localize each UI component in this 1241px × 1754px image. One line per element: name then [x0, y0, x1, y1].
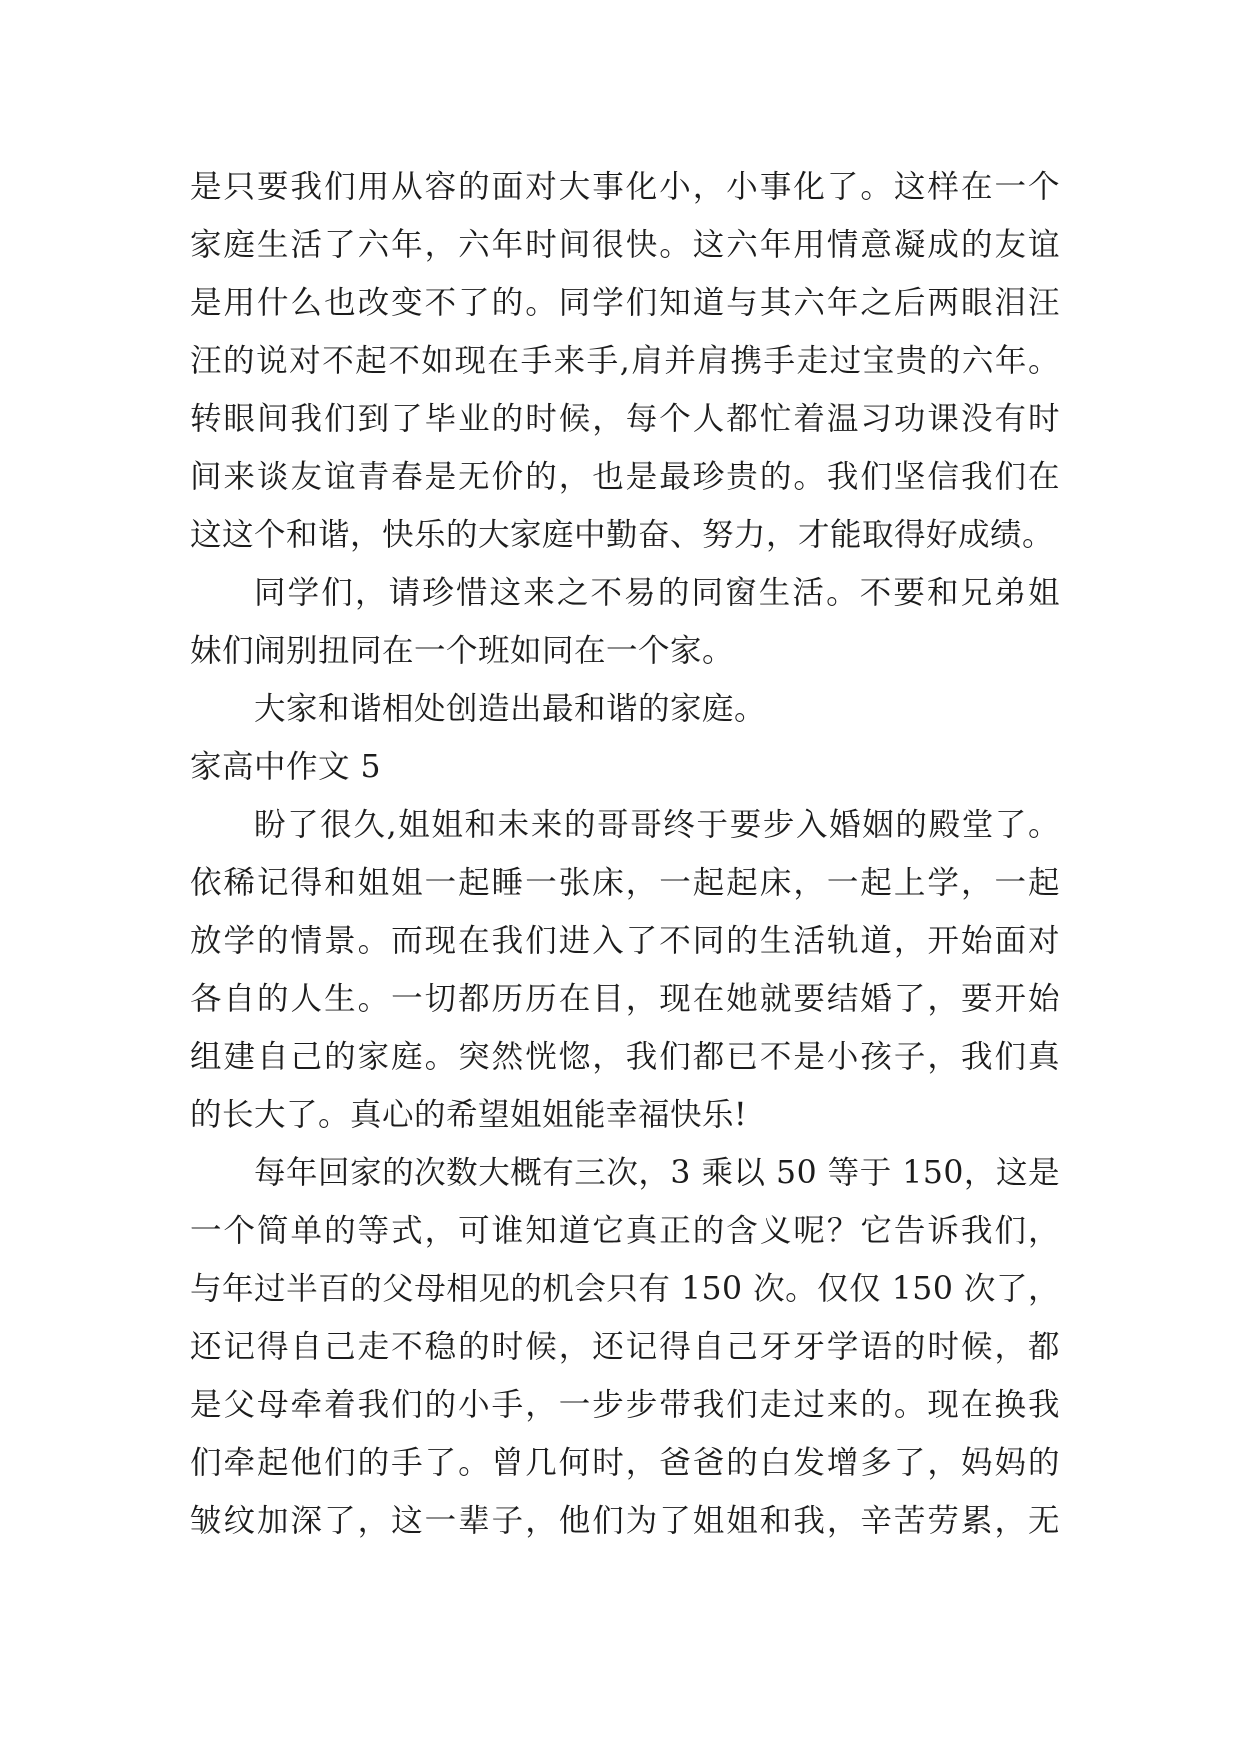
text-line: 每年回家的次数大概有三次，3 乘以 50 等于 150，这是 [254, 1155, 1060, 1191]
text-line: 是用什么也改变不了的。同学们知道与其六年之后两眼泪汪 [190, 285, 1060, 321]
text-line: 还记得自己走不稳的时候，还记得自己牙牙学语的时候，都 [190, 1329, 1060, 1365]
text-line: 转眼间我们到了毕业的时候，每个人都忙着温习功课没有时 [190, 401, 1060, 437]
text-line: 是父母牵着我们的小手，一步步带我们走过来的。现在换我 [190, 1387, 1060, 1423]
text-line: 家庭生活了六年，六年时间很快。这六年用情意凝成的友谊 [190, 227, 1060, 263]
text-line: 这这个和谐，快乐的大家庭中勤奋、努力，才能取得好成绩。 [190, 517, 1055, 553]
text-line: 放学的情景。而现在我们进入了不同的生活轨道，开始面对 [190, 923, 1060, 959]
text-line: 们牵起他们的手了。曾几何时，爸爸的白发增多了，妈妈的 [190, 1445, 1060, 1481]
text-line: 汪的说对不起不如现在手来手,肩并肩携手走过宝贵的六年。 [190, 343, 1060, 379]
text-line: 的长大了。真心的希望姐姐能幸福快乐! [190, 1097, 748, 1133]
text-line: 妹们闹别扭同在一个班如同在一个家。 [190, 633, 735, 669]
text-line: 与年过半百的父母相见的机会只有 150 次。仅仅 150 次了， [190, 1271, 1060, 1307]
text-line: 同学们，请珍惜这来之不易的同窗生活。不要和兄弟姐 [254, 575, 1060, 611]
text-line: 是只要我们用从容的面对大事化小，小事化了。这样在一个 [190, 169, 1060, 205]
text-line: 组建自己的家庭。突然恍惚，我们都已不是小孩子，我们真 [190, 1039, 1060, 1075]
text-line: 间来谈友谊青春是无价的，也是最珍贵的。我们坚信我们在 [190, 459, 1060, 495]
text-line: 依稀记得和姐姐一起睡一张床，一起起床，一起上学，一起 [190, 865, 1060, 901]
text-line: 各自的人生。一切都历历在目，现在她就要结婚了，要开始 [190, 981, 1060, 1017]
text-line: 家高中作文 5 [190, 749, 382, 785]
essay-text [190, 158, 1060, 1550]
text-line: 盼了很久,姐姐和未来的哥哥终于要步入婚姻的殿堂了。 [254, 807, 1060, 843]
text-line: 一个简单的等式，可谁知道它真正的含义呢？它告诉我们， [190, 1213, 1060, 1249]
text-line: 大家和谐相处创造出最和谐的家庭。 [254, 691, 767, 727]
text-line: 皱纹加深了，这一辈子，他们为了姐姐和我，辛苦劳累，无 [190, 1503, 1060, 1539]
